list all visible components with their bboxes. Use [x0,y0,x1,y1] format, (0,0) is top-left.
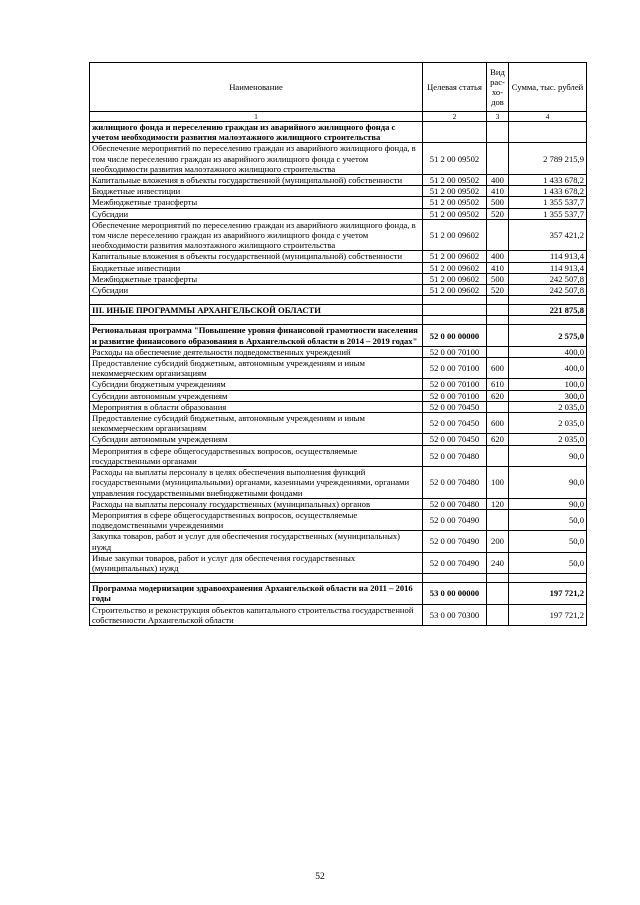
row-target-code [423,122,487,143]
header-vr: Вид рас-хо-дов [487,63,509,112]
row-name: Обеспечение мероприятий по переселению граждан из аварийного жилищного фонда, в том числе переселению граждан из аварийного жилищного фонда с учетом необходимости развития малоэтажного жилищного строительства [90,143,423,175]
row-target-code: 53 0 00 70300 [423,604,487,625]
row-name: Расходы на выплаты персоналу в целях обеспечения выполнения функций государственными (муниципальными) органами, казенными учреждениями, органами управления государственными внебюджетными фондами [90,467,423,499]
row-sum: 114 913,4 [509,262,587,273]
table-row [90,305,587,316]
row-name: Иные закупки товаров, работ и услуг для обеспечения государственных (муниципальных) нужд [90,552,423,573]
row-sum: 90,0 [509,445,587,466]
header-sum: Сумма, тыс. рублей [509,63,587,112]
table-row [90,604,587,625]
row-expense-type [487,346,509,357]
row-expense-type: 400 [487,175,509,186]
table-row [90,390,587,401]
table-row [90,379,587,390]
row-sum [509,122,587,143]
table-row [90,552,587,573]
row-name [90,574,423,583]
row-sum: 1 355 537,7 [509,208,587,219]
table-row [90,186,587,197]
row-expense-type [487,219,509,251]
row-target-code: 51 2 00 09602 [423,251,487,262]
row-target-code: 51 2 00 09502 [423,143,487,175]
table-row [90,273,587,284]
row-name: Программа модернизации здравоохранения Архангельской области на 2011 – 2016 годы [90,583,423,604]
row-expense-type [487,305,509,316]
row-sum: 221 875,8 [509,305,587,316]
table-row [90,434,587,445]
row-target-code: 52 0 00 70490 [423,509,487,530]
row-expense-type: 200 [487,531,509,552]
column-number-row [90,112,587,122]
row-expense-type [487,574,509,583]
row-target-code: 51 2 00 09502 [423,186,487,197]
table-row [90,401,587,412]
row-sum: 50,0 [509,531,587,552]
row-name: Мероприятия в сфере общегосударственных вопросов, осуществляемые подведомственными учреждениями [90,509,423,530]
row-expense-type [487,401,509,412]
table-row [90,346,587,357]
row-target-code: 52 0 00 70450 [423,434,487,445]
row-name: Межбюджетные трансферты [90,197,423,208]
row-expense-type: 520 [487,208,509,219]
row-sum: 2 575,0 [509,325,587,346]
header-name: Наименование [90,63,423,112]
table-header-row [90,63,587,112]
row-name: Расходы на выплаты персоналу государственных (муниципальных) органов [90,498,423,509]
row-name: Закупка товаров, работ и услуг для обеспечения государственных (муниципальных) нужд [90,531,423,552]
row-name: Субсидии автономным учреждениям [90,390,423,401]
row-name: Предоставление субсидий бюджетным, автономным учреждениям и иным некоммерческим организациям [90,358,423,379]
row-expense-type [487,316,509,325]
row-expense-type [487,509,509,530]
row-sum: 400,0 [509,346,587,357]
row-sum: 90,0 [509,467,587,499]
row-target-code: 52 0 00 70490 [423,552,487,573]
row-expense-type: 600 [487,413,509,434]
table-row [90,175,587,186]
row-expense-type: 410 [487,186,509,197]
col-number: 1 [90,112,423,122]
table-row [90,498,587,509]
row-target-code: 52 0 00 70480 [423,467,487,499]
row-sum: 100,0 [509,379,587,390]
row-name: Региональная программа "Повышение уровня финансовой грамотности населения и развитие финансового образования в Архангельской области в 2014 – 2019 годах" [90,325,423,346]
row-target-code [423,574,487,583]
row-target-code: 51 2 00 09602 [423,262,487,273]
budget-table [89,62,587,626]
row-expense-type [487,604,509,625]
row-expense-type: 500 [487,197,509,208]
row-name: Межбюджетные трансферты [90,273,423,284]
row-name: Капитальные вложения в объекты государственной (муниципальной) собственности [90,175,423,186]
row-target-code: 52 0 00 70450 [423,401,487,412]
row-target-code: 51 2 00 09502 [423,175,487,186]
row-expense-type: 620 [487,434,509,445]
row-sum: 242 507,8 [509,285,587,296]
row-sum: 2 035,0 [509,434,587,445]
table-row [90,583,587,604]
row-name: Мероприятия в сфере общегосударственных вопросов, осуществляемые государственными органами [90,445,423,466]
row-name: Предоставление субсидий бюджетным, автономным учреждениям и иным некоммерческим организациям [90,413,423,434]
row-name: Субсидии [90,208,423,219]
row-expense-type: 100 [487,467,509,499]
table-row [90,413,587,434]
table-row [90,531,587,552]
row-sum: 2 035,0 [509,413,587,434]
row-name: Капитальные вложения в объекты государственной (муниципальной) собственности [90,251,423,262]
table-row [90,262,587,273]
row-name [90,296,423,305]
row-target-code: 52 0 00 70100 [423,346,487,357]
row-target-code [423,316,487,325]
row-name: Обеспечение мероприятий по переселению граждан из аварийного жилищного фонда, в том числе переселению граждан из аварийного жилищного фонда с учетом необходимости развития малоэтажного жилищного строительства [90,219,423,251]
table-row [90,325,587,346]
row-sum: 300,0 [509,390,587,401]
table-row [90,122,587,143]
row-expense-type: 410 [487,262,509,273]
page-number: 52 [315,872,325,882]
row-target-code: 51 2 00 09502 [423,208,487,219]
row-expense-type [487,143,509,175]
row-target-code: 51 2 00 09602 [423,285,487,296]
row-sum [509,316,587,325]
spacer-row [90,574,587,583]
table-row [90,197,587,208]
row-expense-type [487,296,509,305]
table-row [90,467,587,499]
row-target-code: 52 0 00 70480 [423,445,487,466]
table-row [90,251,587,262]
row-name [90,316,423,325]
row-expense-type: 620 [487,390,509,401]
table-row [90,509,587,530]
row-target-code: 53 0 00 00000 [423,583,487,604]
row-name: Бюджетные инвестиции [90,186,423,197]
row-sum: 90,0 [509,498,587,509]
row-sum: 1 433 678,2 [509,186,587,197]
row-name: Субсидии бюджетным учреждениям [90,379,423,390]
row-expense-type: 120 [487,498,509,509]
row-sum: 357 421,2 [509,219,587,251]
row-expense-type: 400 [487,251,509,262]
row-expense-type: 520 [487,285,509,296]
row-target-code: 52 0 00 70450 [423,413,487,434]
row-sum: 50,0 [509,509,587,530]
table-row [90,219,587,251]
col-number: 2 [423,112,487,122]
row-name: Строительство и реконструкция объектов капитального строительства государственной собственности Архангельской области [90,604,423,625]
row-expense-type: 610 [487,379,509,390]
row-expense-type: 500 [487,273,509,284]
row-sum: 400,0 [509,358,587,379]
row-expense-type [487,325,509,346]
col-number: 3 [487,112,509,122]
row-target-code [423,305,487,316]
table-row [90,143,587,175]
row-target-code: 52 0 00 70490 [423,531,487,552]
row-target-code: 52 0 00 70100 [423,358,487,379]
row-sum: 114 913,4 [509,251,587,262]
row-name: Субсидии автономным учреждениям [90,434,423,445]
row-sum: 2 789 215,9 [509,143,587,175]
row-sum [509,574,587,583]
row-expense-type [487,445,509,466]
table-row [90,285,587,296]
row-target-code: 51 2 00 09602 [423,219,487,251]
row-sum: 1 433 678,2 [509,175,587,186]
col-number: 4 [509,112,587,122]
table-row [90,208,587,219]
row-target-code [423,296,487,305]
row-sum: 242 507,8 [509,273,587,284]
row-name: Субсидии [90,285,423,296]
row-name: III. ИНЫЕ ПРОГРАММЫ АРХАНГЕЛЬСКОЙ ОБЛАСТИ [90,305,423,316]
row-sum [509,296,587,305]
row-target-code: 52 0 00 70480 [423,498,487,509]
row-target-code: 51 2 00 09602 [423,273,487,284]
row-sum: 50,0 [509,552,587,573]
row-target-code: 52 0 00 70100 [423,390,487,401]
row-name: Расходы на обеспечение деятельности подведомственных учреждений [90,346,423,357]
row-name: жилищного фонда и переселению граждан из аварийного жилищного фонда с учетом необходимости развития малоэтажного жилищного строительства [90,122,423,143]
spacer-row [90,296,587,305]
spacer-row [90,316,587,325]
row-expense-type: 600 [487,358,509,379]
row-name: Бюджетные инвестиции [90,262,423,273]
header-target: Целевая статья [423,63,487,112]
row-sum: 197 721,2 [509,583,587,604]
row-target-code: 51 2 00 09502 [423,197,487,208]
row-target-code: 52 0 00 00000 [423,325,487,346]
row-target-code: 52 0 00 70100 [423,379,487,390]
row-sum: 197 721,2 [509,604,587,625]
row-expense-type [487,583,509,604]
row-expense-type [487,122,509,143]
table-row [90,358,587,379]
row-sum: 1 355 537,7 [509,197,587,208]
row-sum: 2 035,0 [509,401,587,412]
table-row [90,445,587,466]
row-name: Мероприятия в области образования [90,401,423,412]
row-expense-type: 240 [487,552,509,573]
